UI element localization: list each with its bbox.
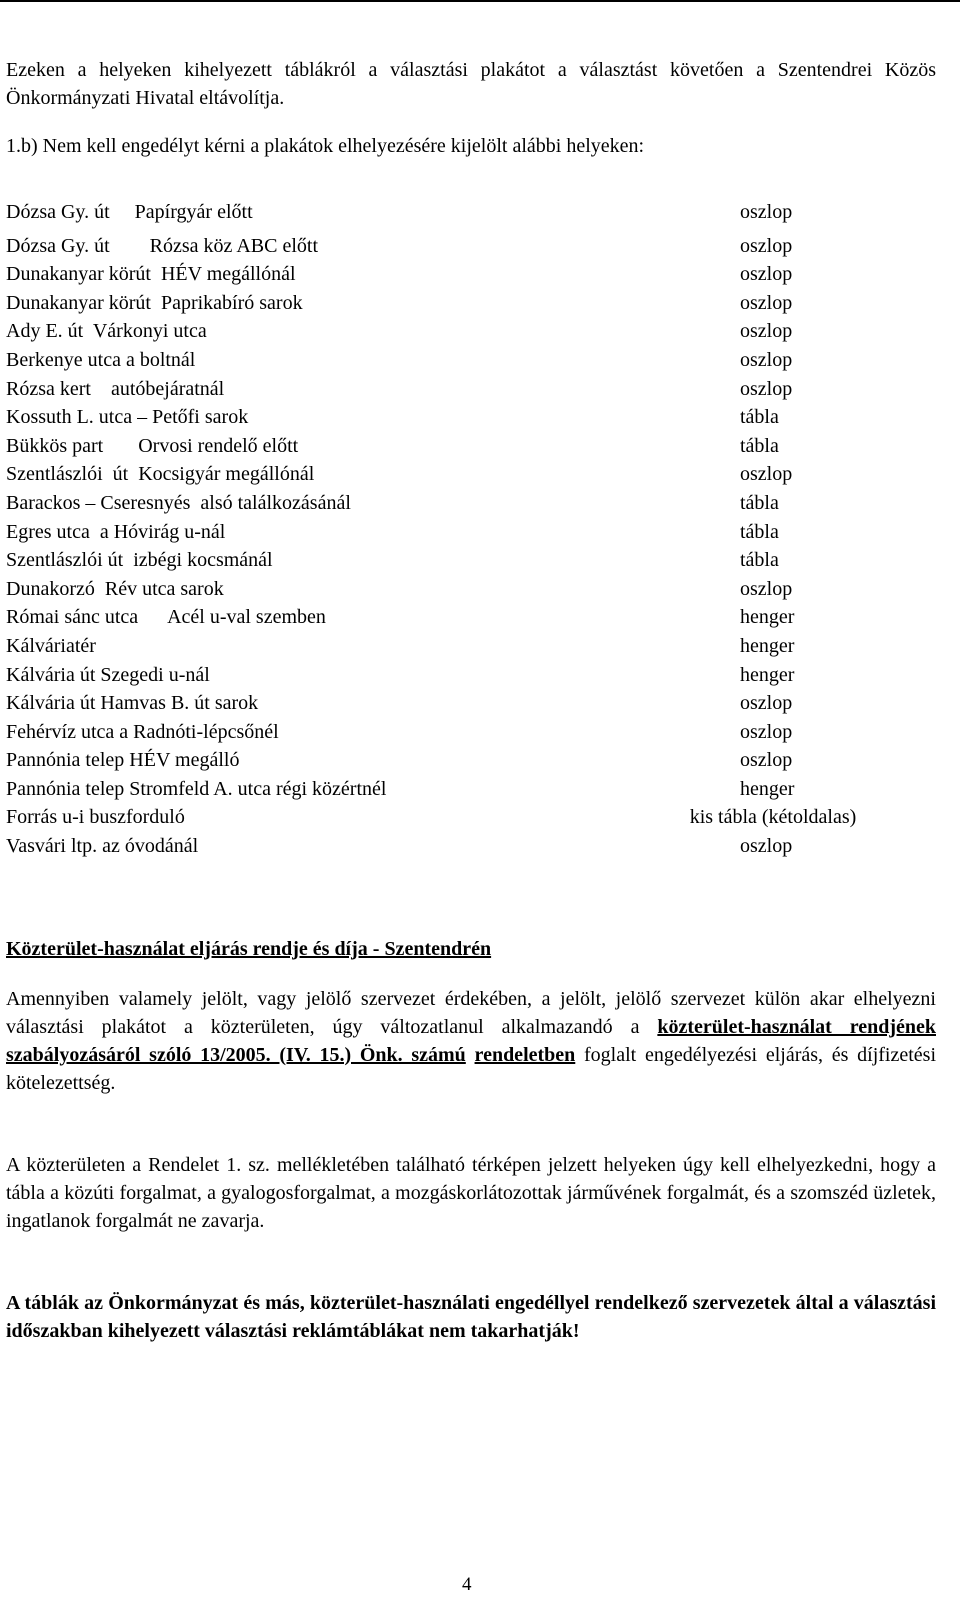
procedure-lead: Amennyiben valamely jelölt, vagy jelölő szervezet érdekében, a jelölt, jelölő szervezet külön akar elhelyezni választási plakátot a közterületen, úgy változatlanul alkalmazandó a [6, 987, 936, 1038]
location-type: oszlop [740, 692, 793, 715]
location-type: oszlop [740, 348, 793, 371]
location-place: Kálvária út Hamvas B. út sarok [6, 692, 259, 715]
location-row [6, 775, 936, 804]
location-row [6, 746, 936, 775]
location-place: Pannónia telep Stromfeld A. utca régi közértnél [6, 777, 387, 800]
location-place: Dunakanyar körút Paprikabíró sarok [6, 291, 303, 314]
location-place: Fehérvíz utca a Radnóti-lépcsőnél [6, 720, 279, 743]
location-type: tábla [740, 434, 779, 457]
location-row [6, 489, 936, 518]
header-rule [0, 0, 960, 2]
location-place: Kálvária út Szegedi u-nál [6, 663, 210, 686]
page-number: 4 [462, 1574, 472, 1595]
location-row [6, 632, 936, 661]
procedure-paragraph [6, 985, 936, 1097]
location-type: henger [740, 777, 795, 800]
location-row [6, 832, 936, 861]
location-type: henger [740, 634, 795, 657]
location-row [6, 603, 936, 632]
location-place: Kossuth L. utca – Petőfi sarok [6, 406, 249, 429]
regulation-word: rendeletben [474, 1043, 576, 1066]
location-type: oszlop [740, 577, 793, 600]
location-row [6, 346, 936, 375]
location-row [6, 198, 936, 227]
location-row [6, 661, 936, 690]
placement-paragraph: A közterületen a Rendelet 1. sz. mellékletében található térképen jelzett helyeken úgy kell elhelyezkedni, hogy a tábla a közúti forgalmat, a gyalogosforgalmat, a mozgáskorlátozottak járművének forgalmát, és a szomszéd üzletek, ingatlanok forgalmát ne zavarja. [6, 1153, 936, 1232]
location-row [6, 518, 936, 547]
location-row [6, 289, 936, 318]
location-type: henger [740, 606, 795, 629]
location-place: Ady E. út Várkonyi utca [6, 320, 207, 343]
location-type: oszlop [740, 749, 793, 772]
location-row [6, 317, 936, 346]
location-place: Római sánc utca Acél u-val szemben [6, 606, 326, 629]
location-type: henger [740, 663, 795, 686]
location-type: oszlop [740, 320, 793, 343]
location-type: oszlop [740, 263, 793, 286]
location-type: tábla [740, 491, 779, 514]
warning-paragraph: A táblák az Önkormányzat és más, közterület-használati engedéllyel rendelkező szervezetek által a választási időszakban kihelyezett választási reklámtáblákat nem takarhatják! [6, 1291, 936, 1342]
location-place: Rózsa kert autóbejáratnál [6, 377, 225, 400]
location-place: Dunakanyar körút HÉV megállónál [6, 263, 296, 286]
location-row [6, 689, 936, 718]
location-place: Vasvári ltp. az óvodánál [6, 835, 199, 858]
location-row [6, 718, 936, 747]
location-place: Berkenye utca a boltnál [6, 348, 196, 371]
location-place: Kálváriatér [6, 634, 96, 657]
location-place: Forrás u-i buszforduló [6, 806, 185, 829]
location-type: oszlop [740, 291, 793, 314]
location-type: oszlop [740, 720, 793, 743]
location-row [6, 432, 936, 461]
location-place: Pannónia telep HÉV megálló [6, 749, 240, 772]
location-list [6, 198, 936, 861]
location-place: Dunakorzó Rév utca sarok [6, 577, 224, 600]
document-page [6, 56, 936, 1345]
location-place: Szentlászlói út Kocsigyár megállónál [6, 463, 315, 486]
location-place: Barackos – Cseresnyés alsó találkozásánál [6, 491, 351, 514]
location-type: oszlop [740, 463, 793, 486]
location-row [6, 260, 936, 289]
location-row [6, 375, 936, 404]
location-place: Bükkös part Orvosi rendelő előtt [6, 434, 299, 457]
location-type: oszlop [740, 835, 793, 858]
list-heading: 1.b) Nem kell engedélyt kérni a plakátok elhelyezésére kijelölt alábbi helyeken: [6, 135, 645, 157]
location-type: kis tábla (kétoldalas) [689, 806, 857, 829]
location-place: Dózsa Gy. út Rózsa köz ABC előtt [6, 234, 319, 257]
regulation-reference: közterület-használat rendjének szabályozásáról szóló 13/2005. (IV. 15.) Önk. számú [6, 1015, 936, 1066]
location-type: tábla [740, 549, 779, 572]
location-type: oszlop [740, 234, 793, 257]
location-row [6, 803, 936, 832]
location-type: tábla [740, 520, 779, 543]
location-type: tábla [740, 406, 779, 429]
location-place: Szentlászlói út izbégi kocsmánál [6, 549, 273, 572]
location-place: Dózsa Gy. út Papírgyár előtt [6, 201, 253, 223]
location-row [6, 460, 936, 489]
location-type: oszlop [740, 377, 793, 400]
location-row [6, 546, 936, 575]
intro-paragraph: Ezeken a helyeken kihelyezett táblákról a választási plakátot a választást követően a Szentendrei Közös Önkormányzati Hivatal eltávolítja. [6, 59, 936, 109]
location-row [6, 403, 936, 432]
section-title: Közterület-használat eljárás rendje és díja - Szentendrén [6, 937, 492, 960]
location-place: Egres utca a Hóvirág u-nál [6, 520, 226, 543]
procedure-tail: foglalt engedélyezési eljárás, és díjfizetési kötelezettség. [6, 1043, 937, 1094]
location-row [6, 575, 936, 604]
location-type: oszlop [740, 201, 793, 223]
location-row [6, 232, 936, 261]
